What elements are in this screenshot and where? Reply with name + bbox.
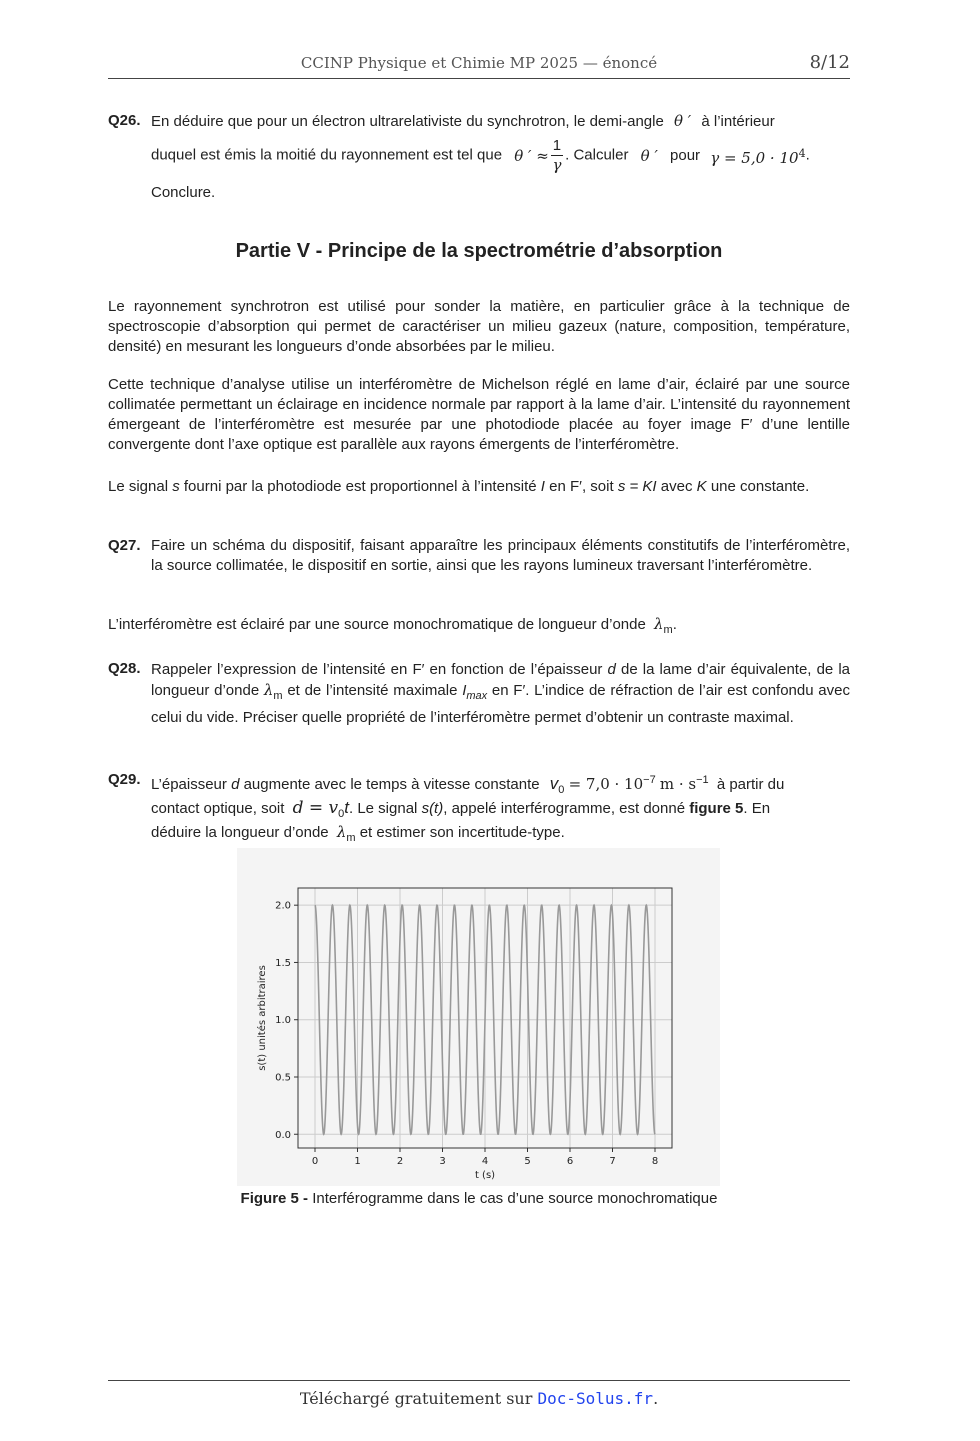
y-axis-label: s(t) unités arbitraires (257, 965, 268, 1071)
x-tick-label: 2 (396, 1156, 404, 1167)
question-number: Q26. (108, 112, 141, 129)
question-27 (108, 536, 850, 576)
x-tick-label: 3 (439, 1156, 446, 1167)
figure-5-interferogram (237, 848, 720, 1186)
question-number: Q29. (108, 771, 141, 788)
q27-text: Faire un schéma du dispositif, faisant apparaître les principaux éléments constitutifs de l’interféromètre, la source collimatée, le dispositif en sortie, ainsi que les rayons lumineux traversant l’interféromètre. (151, 537, 850, 574)
page-header (108, 54, 850, 79)
paragraph-intro: Le rayonnement synchrotron est utilisé pour sonder la matière, en particulier grâce à la technique de spectroscopie d’absorption qui permet de caractériser un milieu gazeux (nature, composition, température, densité) en mesurant les longueurs d’onde absorbées par le milieu. (108, 298, 850, 355)
page-number: 8/12 (809, 52, 850, 73)
y-tick-label: 0.5 (275, 1072, 291, 1084)
x-tick-label: 5 (524, 1156, 531, 1167)
paragraph-monochromatic: L’interféromètre est éclairé par une source monochromatique de longueur d’onde $\lambda_m$. (108, 615, 677, 636)
q29-line3: déduire la longueur d’onde $\lambda_m$ et estimer son incertitude-type. (151, 823, 565, 844)
y-tick-label: 1.0 (275, 1015, 291, 1027)
q26-line3: Conclure. (151, 184, 216, 201)
fraction-one-over-gamma: $\frac{1}{\gamma}$ (552, 137, 562, 174)
q29-line2: contact optique, soit $d = v_0t$. Le signal s(t), appelé interférogramme, est donné figure 5. En (151, 798, 771, 820)
page-footer: Téléchargé gratuitement sur Doc-Solus.fr. (108, 1380, 850, 1381)
x-tick-label: 7 (609, 1156, 616, 1167)
x-tick-label: 4 (481, 1156, 489, 1167)
q26-line2: duquel est émis la moitié du rayonnement est tel que θ ′ ≈ $\frac{1}{\gamma}$ . Calculer θ ′ pour $\gamma = 5,0 \cdot 10^4$. (151, 137, 810, 174)
question-28 (108, 659, 850, 728)
q26-line1: En déduire que pour un électron ultrarelativiste du synchrotron, le demi-angle θ ′ à l’intérieur (151, 112, 775, 130)
question-number: Q27. (108, 537, 141, 554)
q29-line1: L’épaisseur d augmente avec le temps à vitesse constante $v_0 = 7,0 \cdot 10^{-7}$ $m \cdot s^{-1}$ à partir du (151, 774, 785, 796)
y-tick-label: 1.5 (275, 957, 291, 969)
paragraph-signal: Le signal s fourni par la photodiode est proportionnel à l’intensité I en F′, soit s = KI avec K une constante. (108, 478, 810, 495)
q28-text: Rappeler l’expression de l’intensité en F′ en fonction de l’épaisseur d de la lame d’air équivalente, de la longueur d’onde $\lambda_m$ et de l’intensité maximale $I_{max}$ en F′. L’indice de réfraction de l’air est confondu avec celui du vide. Préciser quelle propriété de l’interféromètre permet d’obtenir un contraste maximal. (151, 661, 851, 726)
x-tick-label: 0 (311, 1156, 319, 1167)
figure-caption: Figure 5 - Interférogramme dans le cas d’une source monochromatique (240, 1190, 718, 1207)
y-tick-label: 2.0 (275, 900, 291, 912)
question-26 (108, 111, 850, 211)
paragraph-michelson: Cette technique d’analyse utilise un interféromètre de Michelson réglé en lame d’air, éclairé par une source collimatée permettant un éclairage en incidence normale par rapport à la lame d’air. L’intensité du rayonnement émergeant de l’interféromètre est mesurée par une photodiode placée au foyer image F′ d’une lentille convergente dont l’axe optique est parallèle aux rayons émergents de l’interféromètre. (108, 376, 850, 453)
header-title: CCINP Physique et Chimie MP 2025 — énoncé (300, 54, 658, 72)
x-tick-label: 6 (566, 1156, 574, 1167)
x-axis-label: t (s) (474, 1170, 496, 1181)
interferogram-chart (237, 848, 720, 1186)
x-tick-label: 1 (354, 1156, 361, 1167)
part-title: Partie V - Principe de la spectrométrie d’absorption (235, 240, 723, 262)
y-tick-label: 0.0 (275, 1129, 291, 1141)
question-29 (108, 770, 850, 842)
doc-solus-link[interactable]: Doc-Solus.fr (537, 1389, 654, 1408)
question-number: Q28. (108, 660, 141, 677)
x-tick-label: 8 (651, 1156, 659, 1167)
